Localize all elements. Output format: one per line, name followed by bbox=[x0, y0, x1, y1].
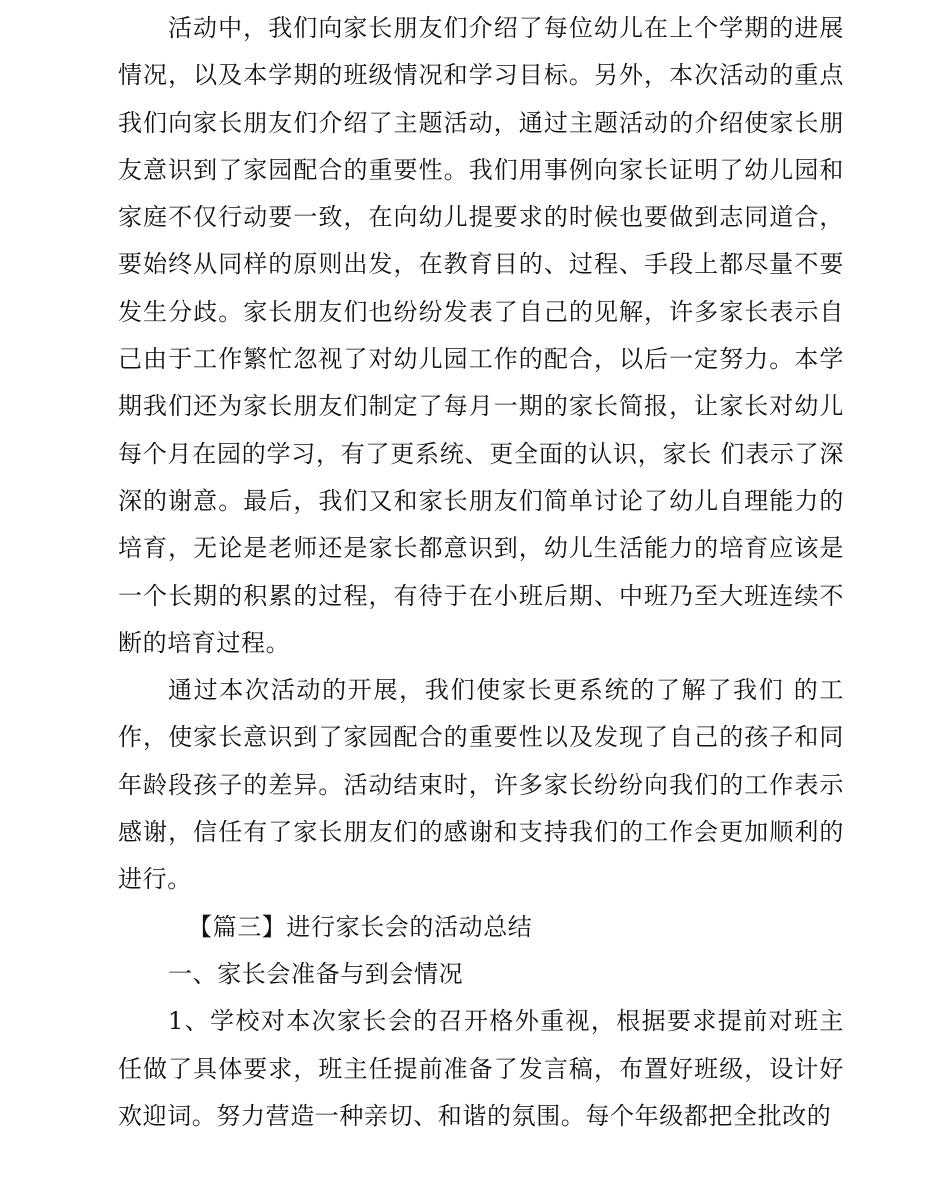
section-heading: 【篇三】进行家长会的活动总结 bbox=[188, 912, 533, 941]
paragraph-activity-summary: 活动中，我们向家长朋友们介绍了每位幼儿在上个学期的进展情况，以及本学期的班级情况和学习目标。另外，本次活动的重点我们向家长朋友们介绍了主题活动，通过主题活动的介绍使家长朋友意识到了家园配合的重要性。我们用事例向家长证明了幼儿园和家庭不仅行动要一致，在向幼儿提要求的时候也要做到志同道合，要始终从同样的原则出发，在教育目的、过程、手段上都尽量不要发生分歧。家长朋友们也纷纷发表了自己的见解，许多家长表示自己由于工作繁忙忽视了对幼儿园工作的配合，以后一定努力。本学期我们还为家长朋友们制定了每月一期的家长简报，让家长对幼儿每个月在园的学习，有了更系统、更全面的认识，家长 们表示了深深的谢意。最后，我们又和家长朋友们简单讨论了幼儿自理能力的培育，无论是老师还是家长都意识到，幼儿生活能力的培育应该是一个长期的积累的过程，有待于在小班后期、中班乃至大班连续不断的培育过程。 bbox=[118, 14, 844, 657]
document-body bbox=[118, 5, 844, 1140]
paragraph-preparation: 1、学校对本次家长会的召开格外重视，根据要求提前对班主任做了具体要求，班主任提前准备了发言稿，布置好班级，设计好欢迎词。努力营造一种亲切、和谐的氛围。每个年级都把全批改的 bbox=[118, 1007, 844, 1130]
section-subheading: 一、家长会准备与到会情况 bbox=[168, 959, 464, 988]
paragraph-activity-result: 通过本次活动的开展，我们使家长更系统的了解了我们 的工作，使家长意识到了家园配合的重要性以及发现了自己的孩子和同年龄段孩子的差异。活动结束时，许多家长纷纷向我们的工作表示感谢，信任有了家长朋友们的感谢和支持我们的工作会更加顺利的进行。 bbox=[118, 676, 844, 894]
